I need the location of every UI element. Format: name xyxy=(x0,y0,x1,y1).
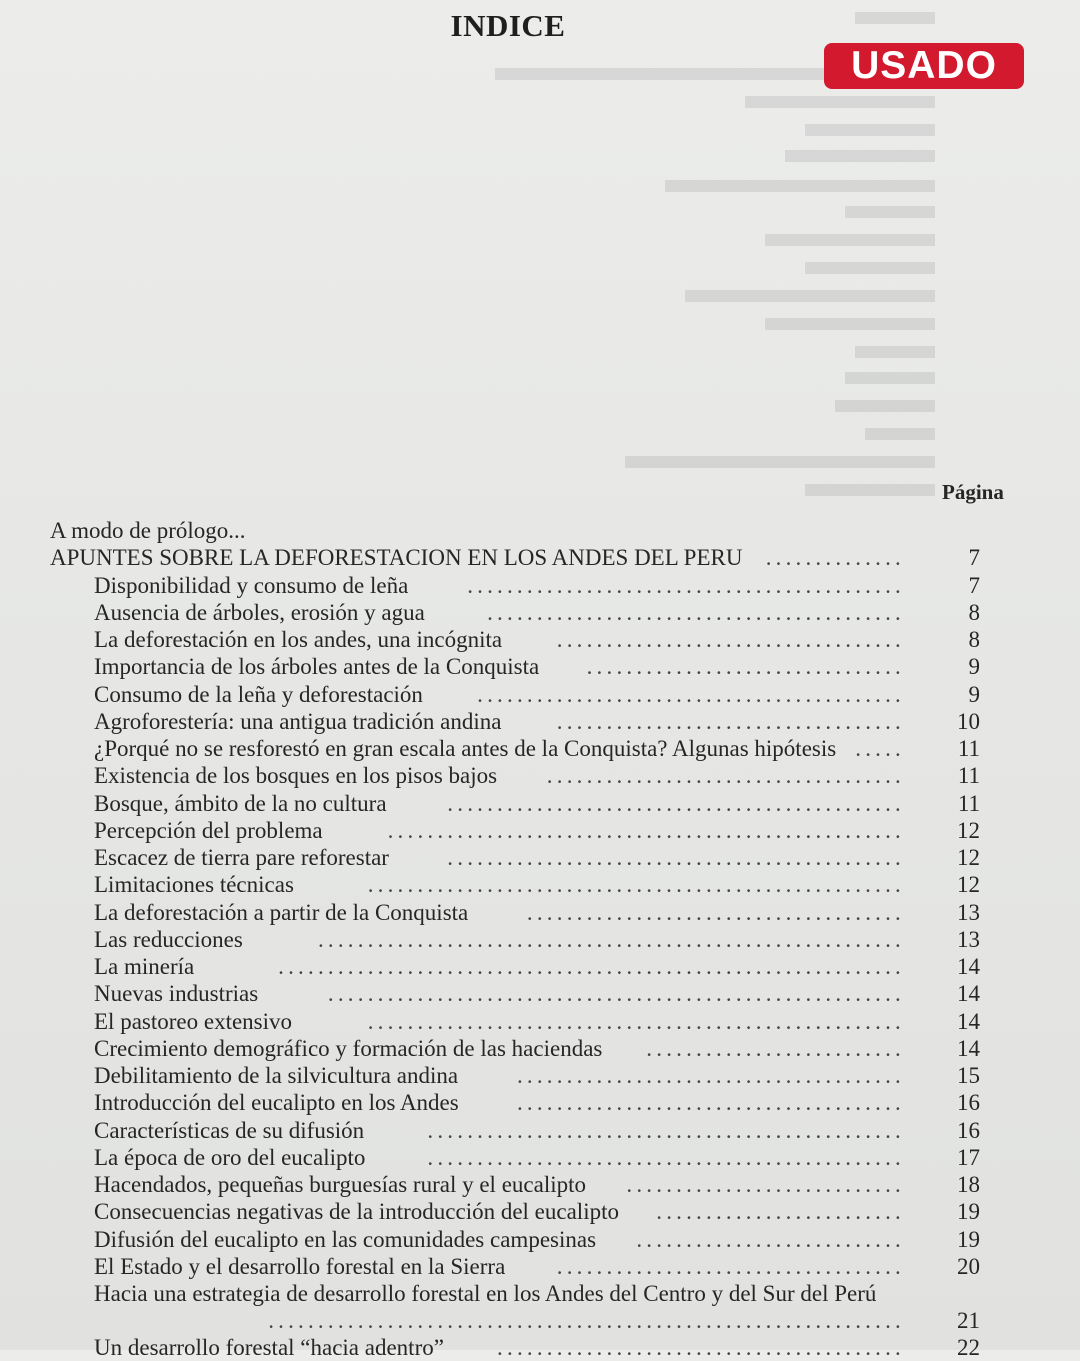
leader-dots: .......................... xyxy=(646,1035,905,1061)
leader-dots: ......................................... xyxy=(497,1335,905,1360)
leader-dots: ...................................... xyxy=(526,899,905,925)
toc-entry xyxy=(0,1117,1080,1144)
toc-entry-title: Agroforestería: una antigua tradición andina xyxy=(94,708,502,734)
toc-entry xyxy=(0,517,1080,544)
toc-entry-title: Las reducciones xyxy=(94,926,243,952)
toc-entry xyxy=(0,1089,1080,1116)
toc-entry-title: Ausencia de árboles, erosión y agua xyxy=(94,599,425,625)
toc-entry-title: Debilitamiento de la silvicultura andina xyxy=(94,1063,459,1088)
toc-entry-title: Escacez de tierra pare reforestar xyxy=(94,845,389,870)
toc-entry-page: 14 xyxy=(957,981,980,1007)
toc-entry xyxy=(0,953,1080,980)
leader-dots: .......................................... xyxy=(487,599,905,625)
toc-entry xyxy=(0,844,1080,871)
toc-entry-title: Nuevas industrias xyxy=(94,981,259,1007)
toc-entry-page: 14 xyxy=(957,1008,980,1034)
toc-entry-page: 9 xyxy=(968,654,980,680)
leader-dots: ............................................................... xyxy=(278,954,905,979)
toc-entry xyxy=(0,1226,1080,1253)
toc-entry xyxy=(0,762,1080,789)
leader-dots: ........................................... xyxy=(477,681,905,707)
toc-entry-title: Percepción del problema xyxy=(94,817,323,843)
toc-entry xyxy=(0,817,1080,844)
toc-entry-title: La deforestación a partir de la Conquista xyxy=(94,899,469,925)
toc-entry-page: 16 xyxy=(957,1090,980,1116)
toc-entry-title: Difusión del eucalipto en las comunidades campesinas xyxy=(94,1226,597,1252)
used-badge: USADO xyxy=(824,43,1024,89)
toc-entry xyxy=(0,1253,1080,1280)
leader-dots: .............................................. xyxy=(447,845,905,870)
toc-entry-page: 14 xyxy=(957,954,980,979)
toc-entry-page: 11 xyxy=(957,736,980,761)
toc-entry-title: Consumo de la leña y deforestación xyxy=(94,681,423,707)
leader-dots: ....................................... xyxy=(516,1090,905,1116)
toc-entry xyxy=(0,626,1080,653)
toc-entry-page: 18 xyxy=(957,1172,980,1197)
toc-entry-title: A modo de prólogo... xyxy=(50,518,246,543)
leader-dots: ............................ xyxy=(626,1172,905,1197)
leader-dots: ................................................ xyxy=(427,1144,905,1170)
toc-entry-title: Disponibilidad y consumo de leña xyxy=(94,572,409,598)
toc-entry-page: 11 xyxy=(957,790,980,816)
leader-dots: ...................................................... xyxy=(367,1008,905,1034)
leader-dots: ....................................... xyxy=(516,1063,905,1088)
toc-entry-page: 13 xyxy=(957,926,980,952)
toc-entry xyxy=(0,1144,1080,1171)
toc-entry xyxy=(0,681,1080,708)
toc-entry-page: 20 xyxy=(957,1253,980,1279)
toc-entry xyxy=(0,1171,1080,1198)
toc-entry-page: 8 xyxy=(968,599,980,625)
toc-entry-title: La época de oro del eucalipto xyxy=(94,1144,366,1170)
leader-dots: .............................................. xyxy=(447,790,905,816)
toc-entry xyxy=(0,980,1080,1007)
toc-entry xyxy=(0,1008,1080,1035)
toc-entry-page: 13 xyxy=(957,899,980,925)
toc-entry xyxy=(0,572,1080,599)
toc-entry-title: La deforestación en los andes, una incógnita xyxy=(94,627,503,652)
toc-entry-title: El pastoreo extensivo xyxy=(94,1008,293,1034)
toc-entry xyxy=(0,735,1080,762)
leader-dots: .............. xyxy=(765,545,905,571)
toc-entry-page: 7 xyxy=(968,545,980,571)
toc-entry-title: Consecuencias negativas de la introducción del eucalipto xyxy=(94,1199,619,1225)
leader-dots: ................................................ xyxy=(427,1117,905,1143)
toc-entry-page: 19 xyxy=(957,1226,980,1252)
page-column-header: Página xyxy=(942,480,1004,504)
toc-entry-page: 11 xyxy=(957,763,980,789)
toc-entry-title: Crecimiento demográfico y formación de las haciendas xyxy=(94,1035,603,1061)
toc-entry-title: Características de su difusión xyxy=(94,1117,365,1143)
toc-entry-title: Importancia de los árboles antes de la Conquista xyxy=(94,654,540,680)
leader-dots: .................................................... xyxy=(387,817,905,843)
toc-entry-page: 8 xyxy=(968,627,980,652)
leader-dots: ................................... xyxy=(556,1253,905,1279)
toc-entry xyxy=(0,599,1080,626)
leader-dots: ............................................ xyxy=(467,572,905,598)
toc-entry-title: Introducción del eucalipto en los Andes xyxy=(94,1090,459,1116)
toc-entry-title: Existencia de los bosques en los pisos bajos xyxy=(94,763,498,789)
leader-dots: ........................................................... xyxy=(317,926,905,952)
leader-dots: ......................... xyxy=(656,1199,905,1225)
toc-entry-title: ¿Porqué no se resforestó en gran escala antes de la Conquista? Algunas hipótesis xyxy=(94,736,837,761)
leader-dots: ...................................................... xyxy=(367,872,905,898)
table-of-contents xyxy=(0,517,1080,1361)
toc-entry xyxy=(0,1035,1080,1062)
toc-entry-title: Hacendados, pequeñas burguesías rural y el eucalipto xyxy=(94,1172,586,1197)
toc-entry xyxy=(0,1198,1080,1225)
toc-entry-title: Limitaciones técnicas xyxy=(94,872,294,898)
leader-dots: ................................ xyxy=(586,654,905,680)
toc-entry xyxy=(0,708,1080,735)
toc-entry xyxy=(0,926,1080,953)
toc-entry-page: 22 xyxy=(957,1335,980,1360)
toc-entry xyxy=(0,871,1080,898)
toc-entry-page: 19 xyxy=(957,1199,980,1225)
leader-dots: ..... xyxy=(855,736,905,761)
toc-entry xyxy=(0,899,1080,926)
toc-entry-title: Un desarrollo forestal “hacia adentro” xyxy=(94,1335,444,1360)
toc-entry-page: 12 xyxy=(957,845,980,870)
leader-dots: .................................... xyxy=(546,763,905,789)
toc-entry xyxy=(0,790,1080,817)
toc-entry-page: 21 xyxy=(957,1308,980,1333)
toc-entry-page: 17 xyxy=(957,1144,980,1170)
toc-entry-page: 7 xyxy=(968,572,980,598)
leader-dots: ........................... xyxy=(636,1226,905,1252)
toc-entry-page: 9 xyxy=(968,681,980,707)
toc-entry-title: El Estado y el desarrollo forestal en la Sierra xyxy=(94,1253,506,1279)
toc-entry xyxy=(0,544,1080,571)
toc-entry-title: La minería xyxy=(94,954,195,979)
page-title: INDICE xyxy=(450,8,566,43)
toc-entry-page: 12 xyxy=(957,817,980,843)
leader-dots: ................................................................ xyxy=(268,1308,905,1333)
toc-entry-page: 10 xyxy=(957,708,980,734)
toc-entry xyxy=(0,1062,1080,1089)
leader-dots: ................................... xyxy=(556,708,905,734)
toc-entry-page: 14 xyxy=(957,1035,980,1061)
toc-entry-title: APUNTES SOBRE LA DEFORESTACION EN LOS ANDES DEL PERU xyxy=(50,545,743,571)
toc-entry-page: 12 xyxy=(957,872,980,898)
toc-entry-title: Hacia una estrategia de desarrollo forestal en los Andes del Centro y del Sur del Perú xyxy=(94,1281,877,1306)
leader-dots: ................................... xyxy=(556,627,905,652)
leader-dots: .......................................................... xyxy=(327,981,905,1007)
toc-entry-title: Bosque, ámbito de la no cultura xyxy=(94,790,387,816)
toc-entry xyxy=(0,1334,1080,1361)
toc-entry-page: 15 xyxy=(957,1063,980,1088)
toc-entry-page: 16 xyxy=(957,1117,980,1143)
toc-entry xyxy=(0,1280,1080,1334)
toc-entry xyxy=(0,653,1080,680)
